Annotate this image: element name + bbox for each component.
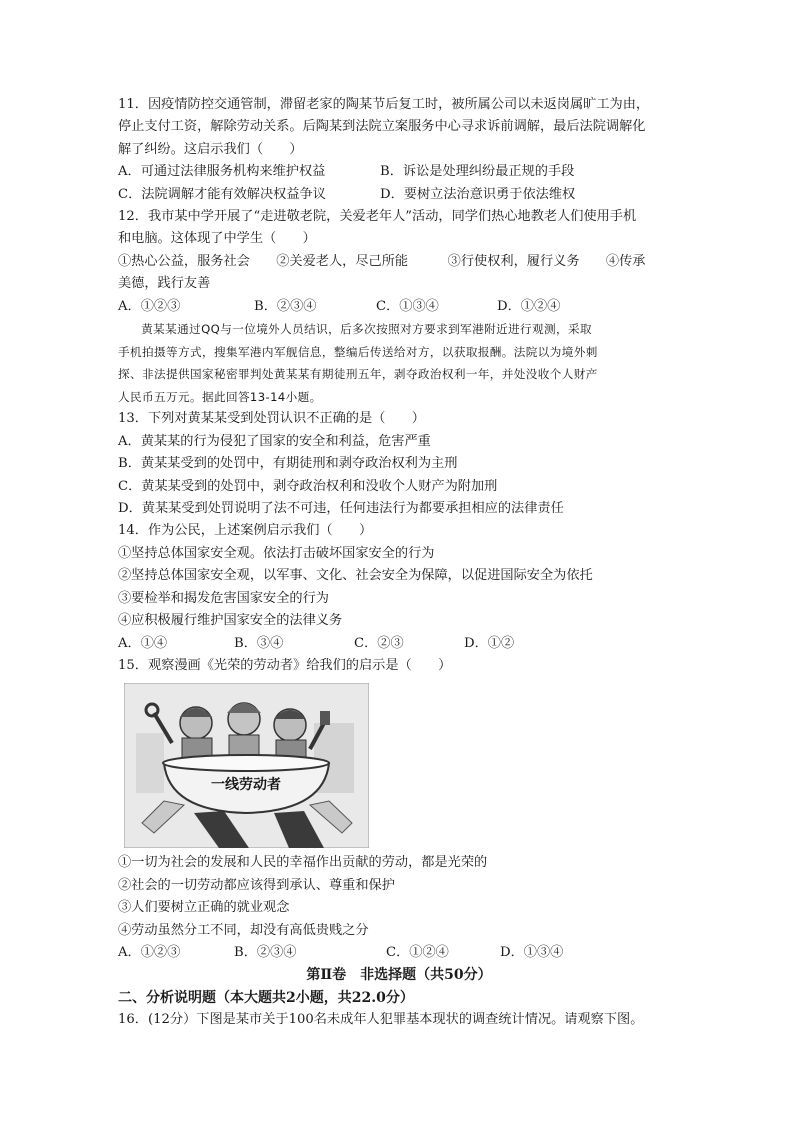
q11-option-b: B．诉讼是处理纠纷最正规的手段 [380,164,575,180]
q13-option-d: D．黄某某受到处罚说明了法不可违，任何违法行为都要承担相应的法律责任 [118,501,564,517]
q15-item-3: ③人们要树立正确的就业观念 [118,900,290,916]
q11-options-row-1 [118,161,680,183]
q13-stem: 13．下列对黄某某受到处罚认识不正确的是（ ） [118,411,425,427]
q14-options [118,633,680,655]
section-2-subtitle: 二、分析说明题（本大题共2小题，共22.0分） [118,989,414,1006]
question-15 [118,655,680,964]
q13-option-a: A．黄某某的行为侵犯了国家的安全和利益，危害严重 [118,433,431,449]
q15-stem: 15．观察漫画《光荣的劳动者》给我们的启示是（ ） [118,657,452,673]
question-13 [118,408,680,520]
passage-line-2: 手机拍摄等方式，搜集军港内军舰信息，整编后传送给对方，以获取报酬。法院以为境外刺 [118,344,598,359]
q14-option-b: B．③④ [234,635,284,651]
q16-stem: 16．(12分）下图是某市关于100名未成年人犯罪基本现状的调查统计情况。请观察下图。 [118,1012,644,1028]
cartoon-caption: 一线劳动者 [211,777,281,794]
q14-item-4: ④应积极履行维护国家安全的法律义务 [118,613,343,629]
q14-item-1: ①坚持总体国家安全观。依法打击破坏国家安全的行为 [118,545,435,561]
q15-option-d: D．①③④ [500,944,564,960]
case-passage [118,318,680,408]
q11-stem-line-3: 解了纠纷。这启示我们（ ） [118,141,303,157]
q12-items-line-2: 美德，践行友善 [118,276,211,292]
q12-options [118,296,680,318]
q15-option-a: A．①②③ [118,944,181,960]
q14-item-2: ②坚持总体国家安全观，以军事、文化、社会安全为保障，以促进国际安全为依托 [118,568,593,584]
q12-option-b: B．②③④ [254,298,317,314]
q12-stem-line-2: 和电脑。这体现了中学生（ ） [118,231,316,247]
q14-option-d: D．①② [464,635,515,651]
q12-stem-line-1: 12．我市某中学开展了“走进敬老院，关爱老年人”活动，同学们热心地教老人们使用手机 [118,209,637,225]
section-2-title: 第Ⅱ卷 非选择题（共50分） [306,967,492,984]
q14-option-a: A．①④ [118,635,168,651]
q15-option-b: B．②③④ [234,944,297,960]
q15-item-2: ②社会的一切劳动都应该得到承认、尊重和保护 [118,877,395,893]
question-11 [118,94,680,206]
exam-page [118,94,680,1032]
q11-option-a: A．可通过法律服务机构来维护权益 [118,164,326,180]
passage-line-1: 黄某某通过QQ与一位境外人员结识，后多次按照对方要求到军港附近进行观测，采取 [141,322,593,337]
q14-option-c: C．②③ [354,635,404,651]
cartoon-glorious-workers-image [124,683,369,848]
q13-option-b: B．黄某某受到的处罚中，有期徒刑和剥夺政治权利为主刑 [118,456,458,472]
q12-option-d: D．①②④ [497,298,561,314]
q12-option-a: A．①②③ [118,298,181,314]
q13-option-c: C．黄某某受到的处罚中，剥夺政治权利和没收个人财产为附加刑 [118,478,498,494]
q14-item-3: ③要检举和揭发危害国家安全的行为 [118,590,329,606]
q11-option-c: C．法院调解才能有效解决权益争议 [118,186,326,202]
q15-item-1: ①一切为社会的发展和人民的幸福作出贡献的劳动，都是光荣的 [118,855,488,871]
q12-option-c: C．①③④ [376,298,439,314]
passage-line-4: 人民币五万元。据此回答13-14小题。 [118,389,322,404]
q14-stem: 14．作为公民，上述案例启示我们（ ） [118,523,373,539]
q11-option-d: D．要树立法治意识勇于依法维权 [380,186,576,202]
q11-options-row-2 [118,184,680,206]
q15-option-c: C．①②④ [386,944,449,960]
q15-item-4: ④劳动虽然分工不同，却没有高低贵贱之分 [118,922,369,938]
q11-stem-line-1: 11．因疫情防控交通管制，滞留老家的陶某节后复工时，被所属公司以未返岗属旷工为由， [118,97,650,112]
question-12 [118,206,680,318]
q12-items-line-1: ①热心公益，服务社会 ②关爱老人，尽己所能 ③行使权利，履行义务 ④传承 [118,253,646,269]
q15-options [118,942,680,964]
q11-stem-line-2: 停止支付工资，解除劳动关系。后陶某到法院立案服务中心寻求诉前调解，最后法院调解化 [118,119,646,135]
question-14 [118,520,680,654]
passage-line-3: 探、非法提供国家秘密罪判处黄某某有期徒刑五年，剥夺政治权利一年，并处没收个人财产 [118,367,598,382]
